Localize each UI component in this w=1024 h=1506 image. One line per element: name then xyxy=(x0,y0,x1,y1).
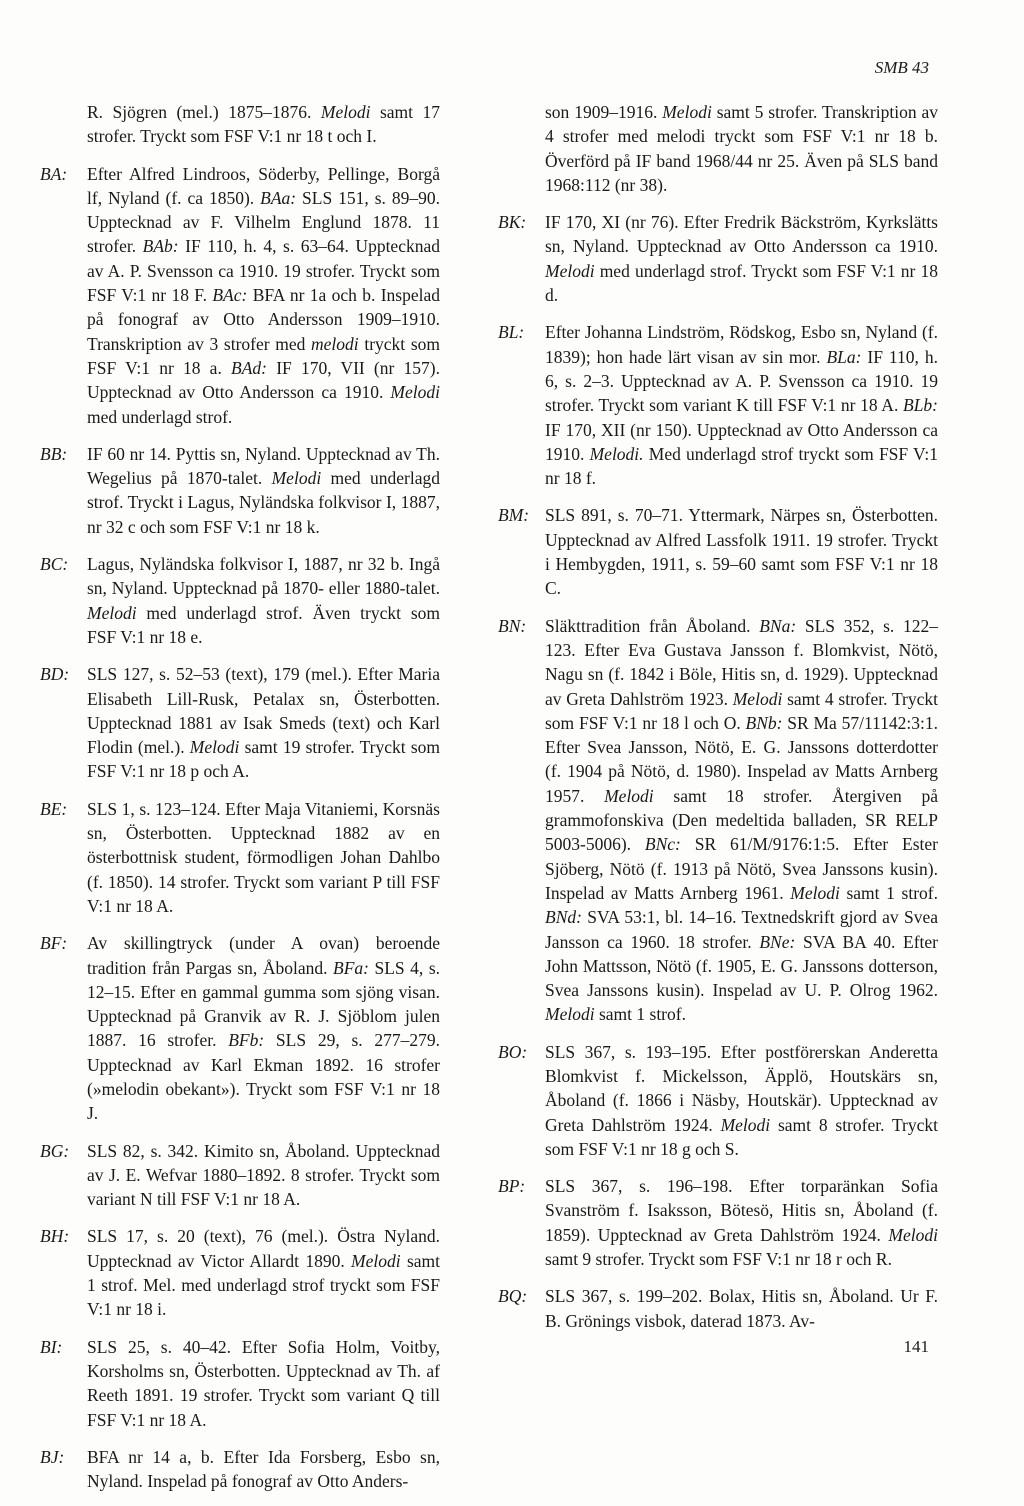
entry xyxy=(498,210,938,307)
entry-text: Lagus, Nyländska folkvisor I, 1887, nr 32 b. Ingå sn, Nyland. Upptecknad på 1870- eller 1880-talet. Melodi med underlagd strof. Även tryckt som FSF V:1 nr 18 e. xyxy=(87,554,440,647)
entry-label: BQ: xyxy=(498,1286,528,1307)
entry-text: Släkttradition från Åboland. BNa: SLS 352, s. 122–123. Efter Eva Gustava Jansson f. Blomkvist, Nötö, Nagu sn (f. 1842 i Böle, Hitis sn, d. 1929). Upptecknad av Greta Dahlström 1923. Melodi samt 4 strofer. Tryckt som FSF V:1 nr 18 l och O. BNb: SR Ma 57/11142:3:1. Efter Svea Jansson, Nötö, E. G. Janssons dotterdotter (f. 1904 på Nötö, d. 1980). Inspelad av Matts Arnberg 1957. Melodi samt 18 strofer. Återgiven på grammofonskiva (Den medeltida balladen, SR RELP 5003-5006). BNc: SR 61/M/9176:1:5. Efter Ester Sjöberg, Nötö (f. 1913 på Nötö, Svea Janssons kusin). Inspelad av Matts Arnberg 1961. Melodi samt 1 strof. BNd: SVA 53:1, bl. 14–16. Textnedskrift gjord av Svea Jansson ca 1960. 18 strofer. BNe: SVA BA 40. Efter John Mattsson, Nötö (f. 1905, E. G. Janssons dotterson, Svea Janssons kusin). Inspelad av U. P. Olrog 1962. Melodi samt 1 strof. xyxy=(545,615,939,1025)
entry-text: R. Sjögren (mel.) 1875–1876. Melodi samt 17 strofer. Tryckt som FSF V:1 nr 18 t och I. xyxy=(87,102,440,147)
entry-text: Efter Alfred Lindroos, Söderby, Pellinge, Borgå lf, Nyland (f. ca 1850). BAa: SLS 151, s. 89–90. Upptecknad av F. Vilhelm Englund 1878. 11 strofer. BAb: IF 110, h. 4, s. 63–64. Upptecknad av A. P. Svensson ca 1910. 19 strofer. Tryckt som FSF V:1 nr 18 F. BAc: BFA nr 1a och b. Inspelad på fonograf av Otto Andersson 1909–1910. Transkription av 3 strofer med melodi tryckt som FSF V:1 nr 18 a. BAd: IF 170, VII (nr 157). Upptecknad av Otto Andersson ca 1910. Melodi med underlagd strof. xyxy=(87,163,440,427)
right-column xyxy=(498,100,938,1346)
entry-label: BP: xyxy=(498,1176,526,1197)
entry-label xyxy=(498,100,545,197)
entry-label: BO: xyxy=(498,1041,528,1062)
entry-text: SLS 127, s. 52–53 (text), 179 (mel.). Efter Maria Elisabeth Lill-Rusk, Petalax sn, Österbotten. Upptecknad 1881 av Isak Smeds (text) och Karl Flodin (mel.). Melodi samt 19 strofer. Tryckt som FSF V:1 nr 18 p och A. xyxy=(87,664,440,782)
entry-text: SLS 367, s. 196–198. Efter torparänkan Sofia Svanström f. Isaksson, Bötesö, Hitis sn, Åboland (f. 1859). Upptecknad av Greta Dahlström 1924. Melodi samt 9 strofer. Tryckt som FSF V:1 nr 18 r och R. xyxy=(545,1176,938,1270)
entry xyxy=(40,797,440,918)
entry xyxy=(40,1139,440,1212)
entry xyxy=(40,931,440,1125)
entry-label: BM: xyxy=(498,505,530,526)
entry-text: SLS 367, s. 199–202. Bolax, Hitis sn, Åboland. Ur F. B. Grönings visbok, daterad 1873. Av- xyxy=(545,1286,938,1331)
entry xyxy=(498,1040,938,1161)
entry-label: BD: xyxy=(40,664,70,685)
entry xyxy=(40,552,440,649)
entry xyxy=(40,442,440,539)
entry-label: BB: xyxy=(40,443,68,464)
running-header: SMB 43 xyxy=(874,58,929,77)
entry xyxy=(40,1445,440,1494)
entry-label: BK: xyxy=(498,212,527,233)
entry-text: IF 60 nr 14. Pyttis sn, Nyland. Upptecknad av Th. Wegelius på 1870-talet. Melodi med underlagd strof. Tryckt i Lagus, Nyländska folkvisor I, 1887, nr 32 c och som FSF V:1 nr 18 k. xyxy=(87,443,441,537)
entry xyxy=(498,1284,938,1333)
entry xyxy=(40,1224,440,1321)
entry-label: BE: xyxy=(40,798,68,819)
entry xyxy=(40,100,440,149)
entry-label: BA: xyxy=(40,163,68,184)
entry-label: BF: xyxy=(40,933,68,954)
entry-text: SLS 25, s. 40–42. Efter Sofia Holm, Voitby, Korsholms sn, Österbotten. Upptecknad av Th. af Reeth 1891. 19 strofer. Tryckt som variant Q till FSF V:1 nr 18 A. xyxy=(87,1336,440,1430)
entry-label: BJ: xyxy=(40,1446,65,1467)
page-number: 141 xyxy=(903,1337,929,1356)
entry-label: BG: xyxy=(40,1140,70,1161)
entry-text: SLS 891, s. 70–71. Yttermark, Närpes sn, Österbotten. Upptecknad av Alfred Lassfolk 1911. 19 strofer. Tryckt i Hembygden, 1911, s. 59–60 samt som FSF V:1 nr 18 C. xyxy=(545,505,938,599)
entry-text: SLS 367, s. 193–195. Efter postförerskan Anderetta Blomkvist f. Mickelsson, Äpplö, Houtskärs sn, Åboland (f. 1866 i Näsby, Houtskär). Upptecknad av Greta Dahlström 1924. Melodi samt 8 strofer. Tryckt som FSF V:1 nr 18 g och S. xyxy=(545,1041,938,1159)
entry xyxy=(498,1174,938,1271)
entry xyxy=(498,503,938,600)
entry-label: BI: xyxy=(40,1336,63,1357)
entry-label: BC: xyxy=(40,554,69,575)
entry xyxy=(498,320,938,490)
entry-text: Av skillingtryck (under A ovan) beroende tradition från Pargas sn, Åboland. BFa: SLS 4, s. 12–15. Efter en gammal gumma som sjöng visan. Upptecknad på Granvik av R. J. Sjöblom julen 1887. 16 strofer. BFb: SLS 29, s. 277–279. Upptecknad av Karl Ekman 1892. 16 strofer (»melodin obekant»). Tryckt som FSF V:1 nr 18 J. xyxy=(87,933,440,1124)
entry-text: BFA nr 14 a, b. Efter Ida Forsberg, Esbo sn, Nyland. Inspelad på fonograf av Otto Anders- xyxy=(87,1446,440,1492)
entry-text: SLS 17, s. 20 (text), 76 (mel.). Östra Nyland. Upptecknad av Victor Allardt 1890. Melodi samt 1 strof. Mel. med underlagd strof tryckt som FSF V:1 nr 18 i. xyxy=(87,1226,440,1320)
entry-text: SLS 82, s. 342. Kimito sn, Åboland. Upptecknad av J. E. Wefvar 1880–1892. 8 strofer. Tryckt som variant N till FSF V:1 nr 18 A. xyxy=(87,1140,440,1210)
entry-label: BH: xyxy=(40,1226,70,1247)
entry-text: SLS 1, s. 123–124. Efter Maja Vitaniemi, Korsnäs sn, Österbotten. Upptecknad 1882 av en österbottnisk student, förmodligen Johan Dahlbo (f. 1850). 14 strofer. Tryckt som variant P till FSF V:1 nr 18 A. xyxy=(87,798,440,916)
entry-text: son 1909–1916. Melodi samt 5 strofer. Transkription av 4 strofer med melodi tryckt som FSF V:1 nr 18 b. Överförd på IF band 1968/44 nr 25. Även på SLS band 1968:112 (nr 38). xyxy=(545,102,939,195)
entry-label: BL: xyxy=(498,322,525,343)
entry xyxy=(498,614,938,1027)
entry xyxy=(40,1335,440,1432)
entry-text: IF 170, XI (nr 76). Efter Fredrik Bäckström, Kyrkslätts sn, Nyland. Upptecknad av Otto Andersson ca 1910. Melodi med underlagd strof. Tryckt som FSF V:1 nr 18 d. xyxy=(545,212,938,306)
entry xyxy=(498,100,938,197)
entry-label: BN: xyxy=(498,615,527,636)
entry xyxy=(40,662,440,783)
entry-label xyxy=(40,100,87,149)
entry xyxy=(40,162,440,429)
left-column xyxy=(40,100,440,1506)
entry-text: Efter Johanna Lindström, Rödskog, Esbo sn, Nyland (f. 1839); hon hade lärt visan av sin mor. BLa: IF 110, h. 6, s. 2–3. Upptecknad av A. P. Svensson ca 1910. 19 strofer. Tryckt som variant K till FSF V:1 nr 18 A. BLb: IF 170, XII (nr 150). Upptecknad av Otto Andersson ca 1910. Melodi. Med underlagd strof tryckt som FSF V:1 nr 18 f. xyxy=(545,322,938,489)
